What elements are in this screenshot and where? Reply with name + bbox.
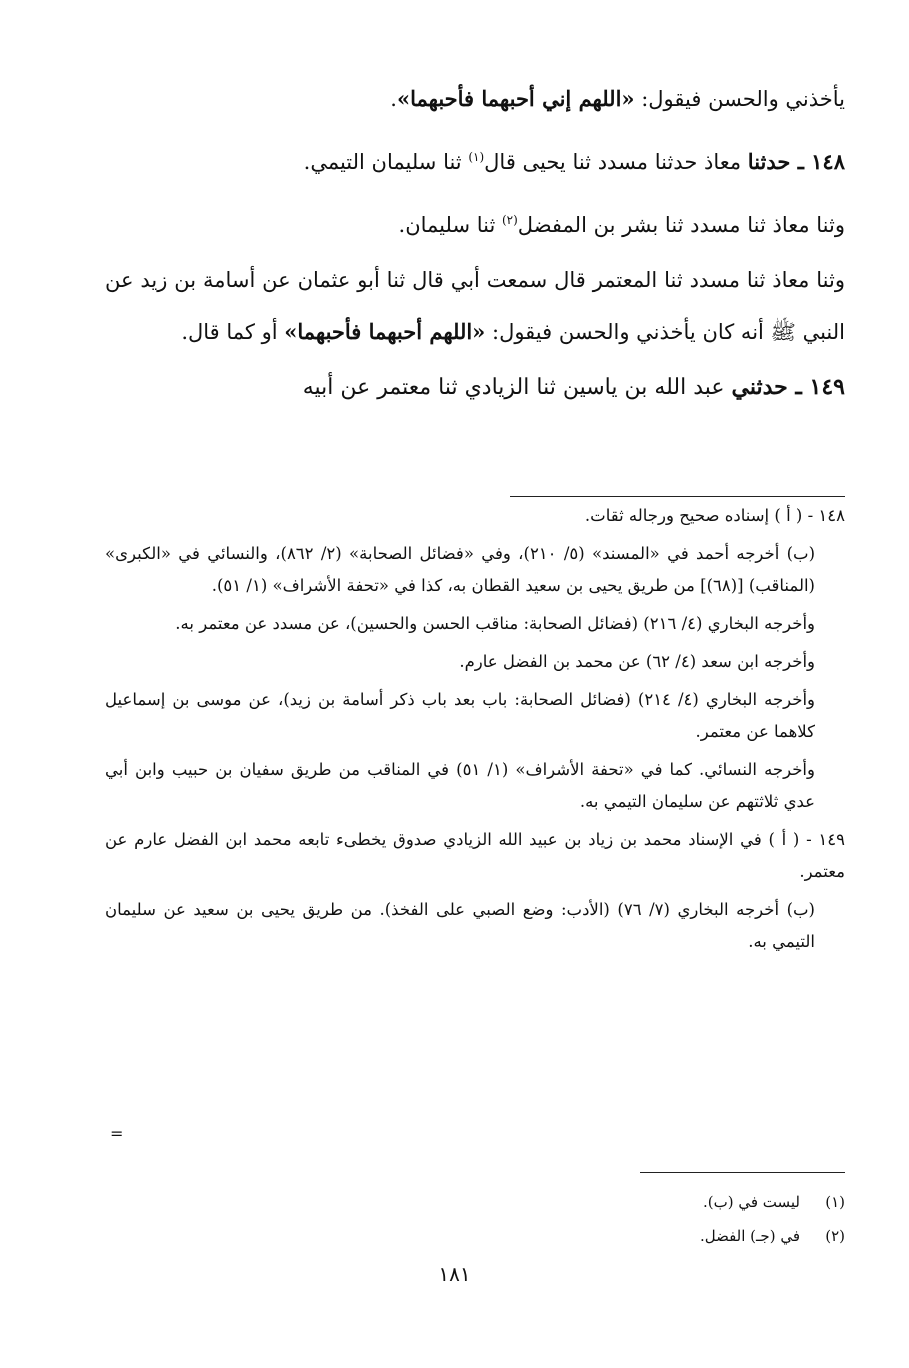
footnote-ref: (٢): [501, 213, 518, 227]
text: معاذ حدثنا مسدد ثنا يحيى قال: [484, 150, 748, 174]
quote: «اللهم أحبهما فأحبهما»: [284, 319, 486, 344]
hadith-heading: ١٤٩ ـ حدثني: [731, 374, 845, 400]
footnote-number: (٢): [825, 1227, 845, 1245]
footnote-divider: [640, 1172, 845, 1173]
continuation-mark: =: [110, 1124, 124, 1143]
hadith-149: [105, 358, 845, 417]
note-paragraph: وأخرجه البخاري (٤/ ٢١٦) (فضائل الصحابة: مناقب الحسن والحسين)، عن مسدد عن معتمر به.: [175, 614, 815, 633]
note-paragraph: وأخرجه البخاري (٤/ ٢١٤) (فضائل الصحابة: باب بعد باب ذكر أسامة بن زيد)، عن موسى بن إسماعيل كلاهما عن معتمر.: [105, 690, 816, 741]
text: عبد الله بن ياسين ثنا الزيادي ثنا معتمر عن أبيه: [302, 375, 732, 400]
footnote-text: ليست في (ب).: [702, 1193, 800, 1211]
page-number: ١٨١: [438, 1262, 471, 1286]
text: .: [390, 87, 397, 111]
note-paragraph: ١٤٩ - ( أ ) في الإسناد محمد بن زياد بن عبيد الله الزيادي صدوق يخطىء تابعه محمد ابن الفضل عارم عن معتمر.: [105, 830, 845, 881]
note-paragraph: (ب) أخرجه أحمد في «المسند» (٥/ ٢١٠)، وفي «فضائل الصحابة» (٢/ ٨٦٢)، والنسائي في «الكبرى» (المناقب) [(٦٨)] من طريق يحيى بن سعيد القطان به، كذا في «تحفة الأشراف» (١/ ٥١).: [105, 544, 816, 595]
quote: «اللهم إني أحبهما فأحبهما»: [396, 86, 635, 111]
footnote-ref: (١): [468, 150, 485, 164]
footnotes: [105, 1185, 845, 1253]
footnote-number: (١): [825, 1193, 845, 1211]
notes-divider: [510, 496, 845, 497]
line-3: [105, 191, 845, 254]
footnote-2: [105, 1219, 845, 1253]
line-1: [105, 70, 845, 128]
text: وثنا معاذ ثنا مسدد ثنا بشر بن المفضل: [517, 213, 845, 237]
text: أو كما قال.: [181, 320, 285, 344]
text: وثنا معاذ ثنا مسدد ثنا المعتمر قال سمعت أبي قال ثنا أبو عثمان عن أسامة بن زيد عن النبي ﷺ أنه كان يأخذني والحسن فيقول:: [105, 268, 845, 344]
note-paragraph: وأخرجه النسائي. كما في «تحفة الأشراف» (١/ ٥١) في المناقب من طريق سفيان بن حبيب وابن أبي عدي ثلاثتهم عن سليمان التيمي به.: [105, 760, 815, 811]
note-paragraph: ١٤٨ - ( أ ) إسناده صحيح ورجاله ثقات.: [584, 506, 845, 525]
note-paragraph: وأخرجه ابن سعد (٤/ ٦٢) عن محمد بن الفضل عارم.: [459, 652, 815, 671]
footnote-text: في (جـ) الفضل.: [699, 1227, 800, 1245]
text: ثنا سليمان.: [398, 213, 502, 237]
footnote-1: [105, 1185, 845, 1219]
hadith-heading: ١٤٨ ـ حدثنا: [747, 149, 845, 174]
line-4: [105, 254, 845, 358]
note-paragraph: (ب) أخرجه البخاري (٧/ ٧٦) (الأدب: وضع الصبي على الفخذ). من طريق يحيى بن سعيد عن سليمان التيمي به.: [105, 900, 815, 951]
text: يأخذني والحسن فيقول:: [634, 87, 845, 111]
text: ثنا سليمان التيمي.: [303, 150, 469, 174]
main-text: [105, 70, 845, 417]
commentary: [105, 500, 845, 964]
hadith-148: [105, 128, 845, 191]
